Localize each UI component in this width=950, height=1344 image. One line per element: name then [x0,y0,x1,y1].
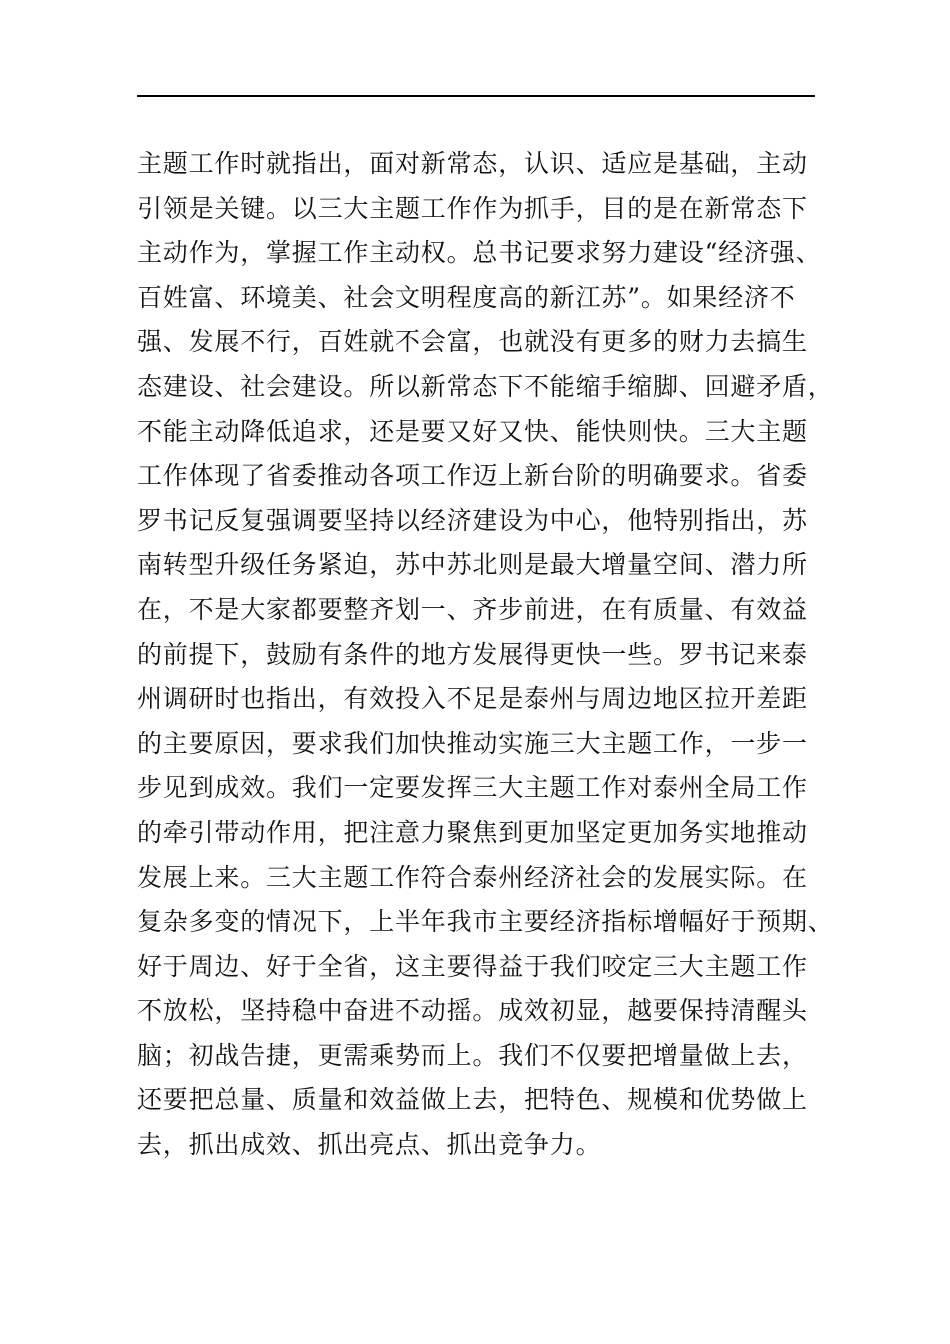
text-line-5: 强、发展不行，百姓就不会富，也就没有更多的财力去搞生 [137,327,808,357]
text-line-12: 的前提下，鼓励有条件的地方发展得更快一些。罗书记来泰 [137,639,808,669]
text-line-15: 步见到成效。我们一定要发挥三大主题工作对泰州全局工作 [137,773,808,803]
text-line-18: 复杂多变的情况下，上半年我市主要经济指标增幅好于预期、 [137,907,834,937]
text-line-23: 去，抓出成效、抓出亮点、抓出竞争力。 [137,1130,602,1160]
text-line-8: 工作体现了省委推动各项工作迈上新台阶的明确要求。省委 [137,461,808,491]
header-rule [137,95,815,97]
text-line-2: 引领是关键。以三大主题工作作为抓手，目的是在新常态下 [137,193,808,223]
text-line-19: 好于周边、好于全省，这主要得益于我们咬定三大主题工作 [137,951,808,981]
text-line-9: 罗书记反复强调要坚持以经济建设为中心，他特别指出，苏 [137,505,808,535]
text-line-16: 的牵引带动作用，把注意力聚焦到更加坚定更加务实地推动 [137,817,808,847]
text-line-22: 还要把总量、质量和效益做上去，把特色、规模和优势做上 [137,1085,808,1115]
text-line-13: 州调研时也指出，有效投入不足是泰州与周边地区拉开差距 [137,684,808,714]
text-line-1: 主题工作时就指出，面对新常态，认识、适应是基础，主动 [137,149,808,178]
text-line-10: 南转型升级任务紧迫，苏中苏北则是最大增量空间、潜力所 [137,550,808,580]
text-line-7: 不能主动降低追求，还是要又好又快、能快则快。三大主题 [137,416,808,446]
text-line-14: 的主要原因，要求我们加快推动实施三大主题工作，一步一 [137,728,808,758]
text-line-20: 不放松，坚持稳中奋进不动摇。成效初显，越要保持清醒头 [137,996,808,1026]
text-line-4: 百姓富、环境美、社会文明程度高的新江苏”。如果经济不 [137,282,796,312]
text-line-6: 态建设、社会建设。所以新常态下不能缩手缩脚、回避矛盾， [137,371,834,401]
text-line-3: 主动作为，掌握工作主动权。总书记要求努力建设“经济强、 [137,238,822,268]
text-line-17: 发展上来。三大主题工作符合泰州经济社会的发展实际。在 [137,862,808,892]
body-paragraph [137,142,834,1168]
text-line-11: 在，不是大家都要整齐划一、齐步前进，在有质量、有效益 [137,594,808,624]
text-line-21: 脑；初战告捷，更需乘势而上。我们不仅要把增量做上去， [137,1040,808,1070]
